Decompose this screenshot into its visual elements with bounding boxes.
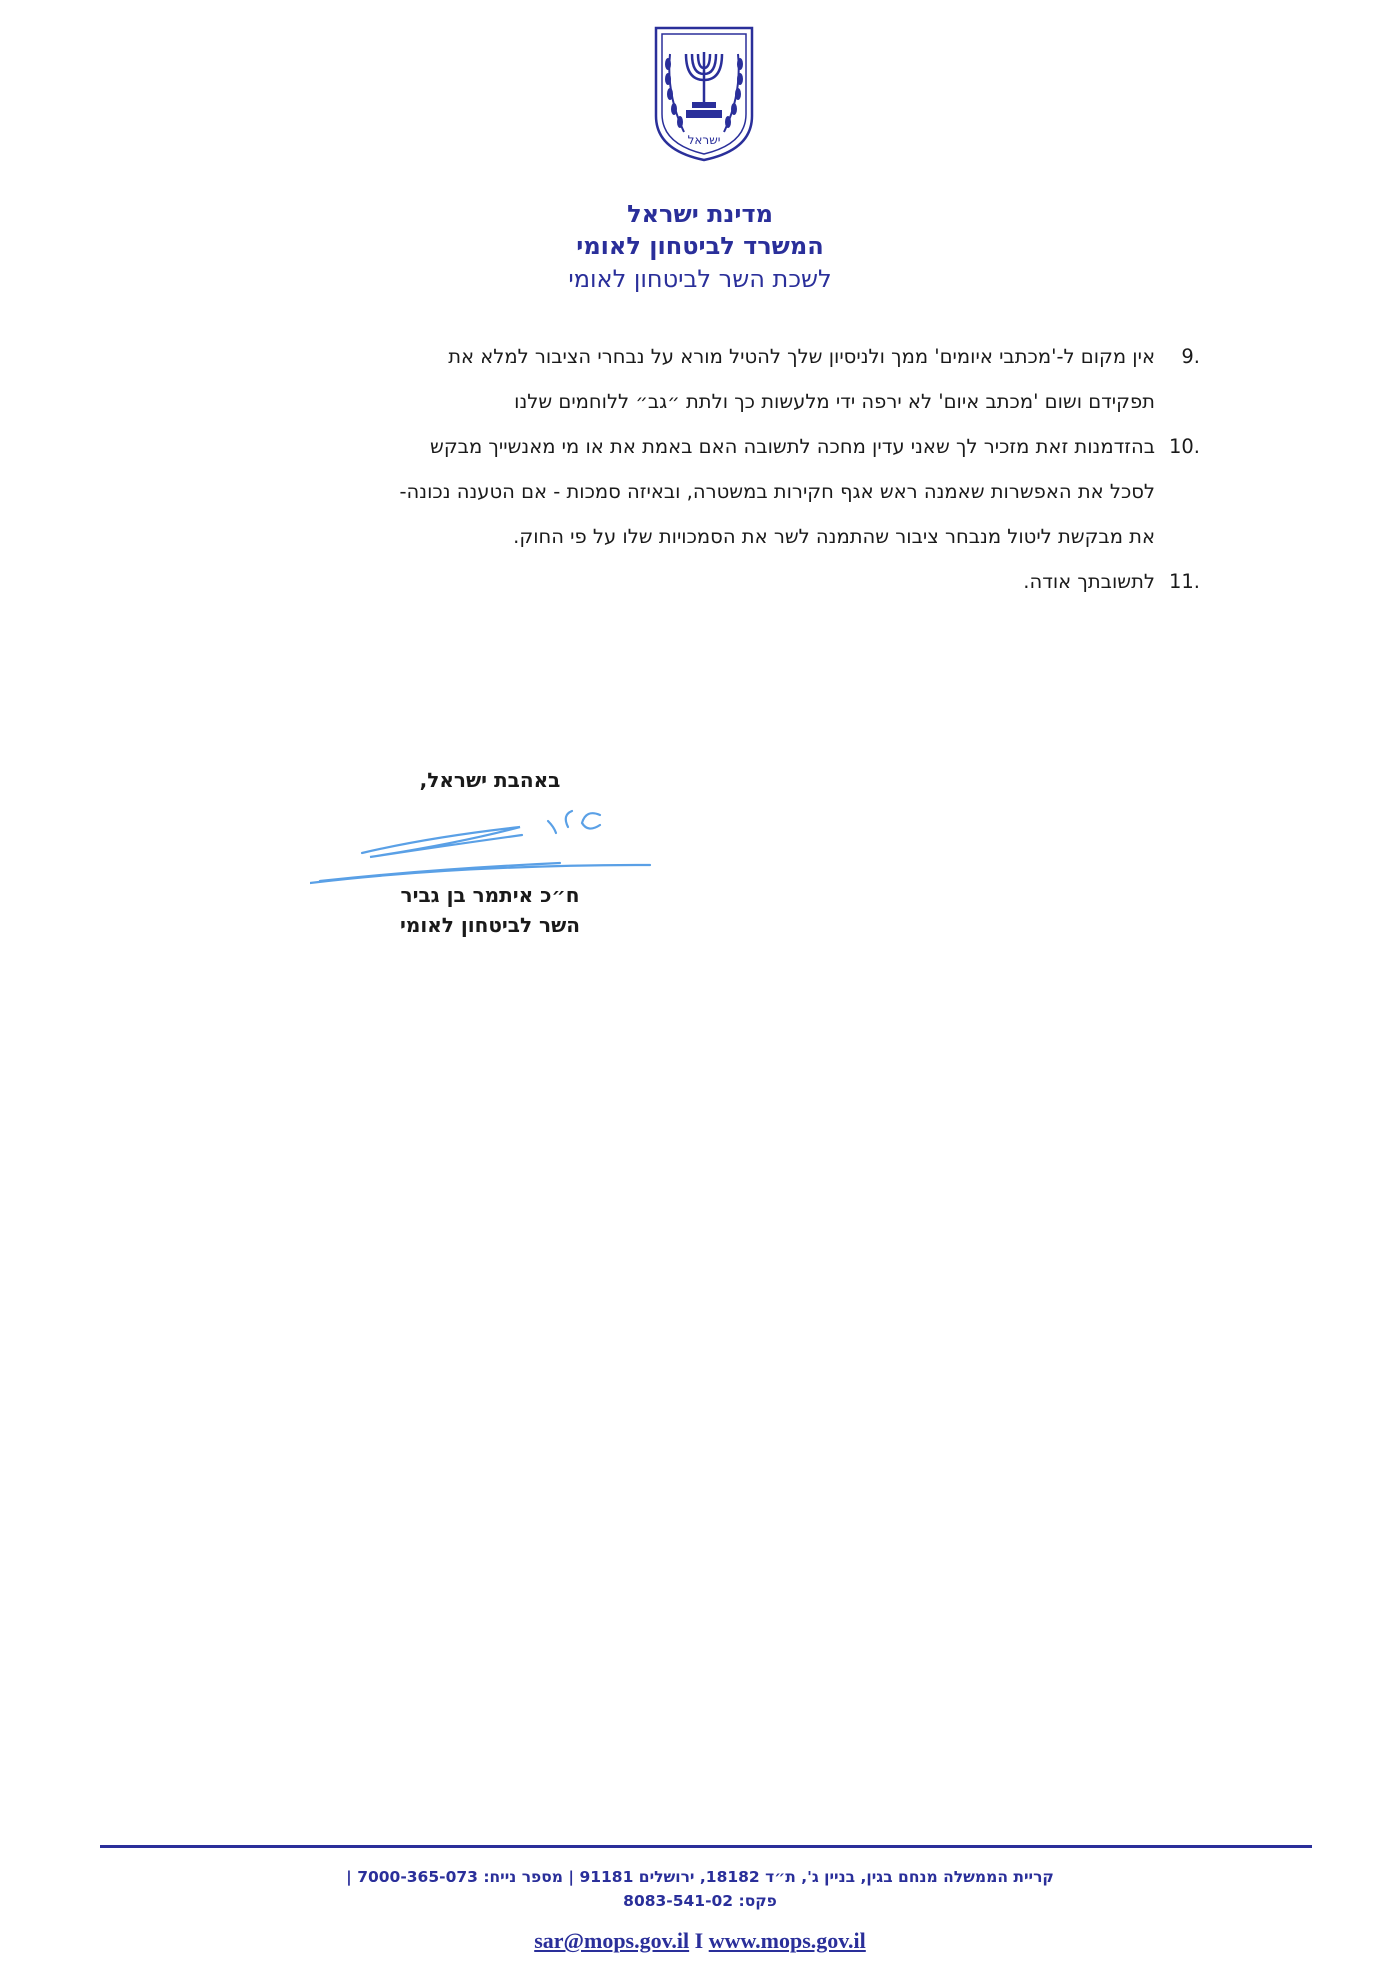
email-link[interactable]: sar@mops.gov.il [534,1928,690,1953]
item-number: 10. [1168,435,1200,458]
signer-block [300,880,680,940]
item-number: 11. [1168,570,1200,593]
letterhead-office: לשכת השר לביטחון לאומי [568,265,832,293]
item-line: לתשובתך אודה. [1023,570,1155,593]
item-line: אין מקום ל-'מכתבי איומים' ממך ולניסיון שלך להטיל מורא על נבחרי הציבור למלא את [448,345,1155,368]
item-number: 9. [1181,345,1200,368]
signer-title: השר לביטחון לאומי [400,913,580,937]
website-link[interactable]: www.mops.gov.il [708,1928,866,1953]
letterhead-state: מדינת ישראל [627,200,773,228]
list-item-11 [200,559,1200,604]
letterhead-ministry: המשרד לביטחון לאומי [576,232,824,260]
footer-address: קריית הממשלה מנחם בגין, בניין ג', ת״ד 18182, ירושלים 91181 | מספר נייח: 7000-365-073 | [346,1868,1054,1886]
footer-links [200,1929,1200,1953]
footer-divider [100,1845,1312,1848]
letter-body [200,334,1200,604]
footer [200,1865,1200,1953]
emblem-text: ישראל [687,133,721,147]
item-line: את מבקשת ליטול מנבחר ציבור שהתמנה לשר את הסמכויות שלו על פי החוק. [513,525,1155,548]
link-separator: I [694,1928,704,1953]
item-line: תפקידם ושום 'מכתב איום' לא ירפה ידי מלעשות כך ולתת ״גב״ ללוחמים שלנו [514,390,1155,413]
menorah-emblem-icon [648,24,760,164]
list-item-9 [200,334,1200,424]
footer-fax: פקס: 8083-541-02 [623,1892,777,1910]
item-line: בהזדמנות זאת מזכיר לך שאני עדין מחכה לתשובה האם באמת את או מי מאנשייך מבקש [430,435,1155,458]
item-line: לסכל את האפשרות שאמנה ראש אגף חקירות במשטרה, ובאיזה סמכות - אם הטענה נכונה- [399,480,1155,503]
closing-salutation: באהבת ישראל, [419,768,561,792]
letterhead [380,198,1020,296]
list-item-10 [200,424,1200,559]
signer-name: ח״כ איתמר בן גביר [400,883,580,907]
